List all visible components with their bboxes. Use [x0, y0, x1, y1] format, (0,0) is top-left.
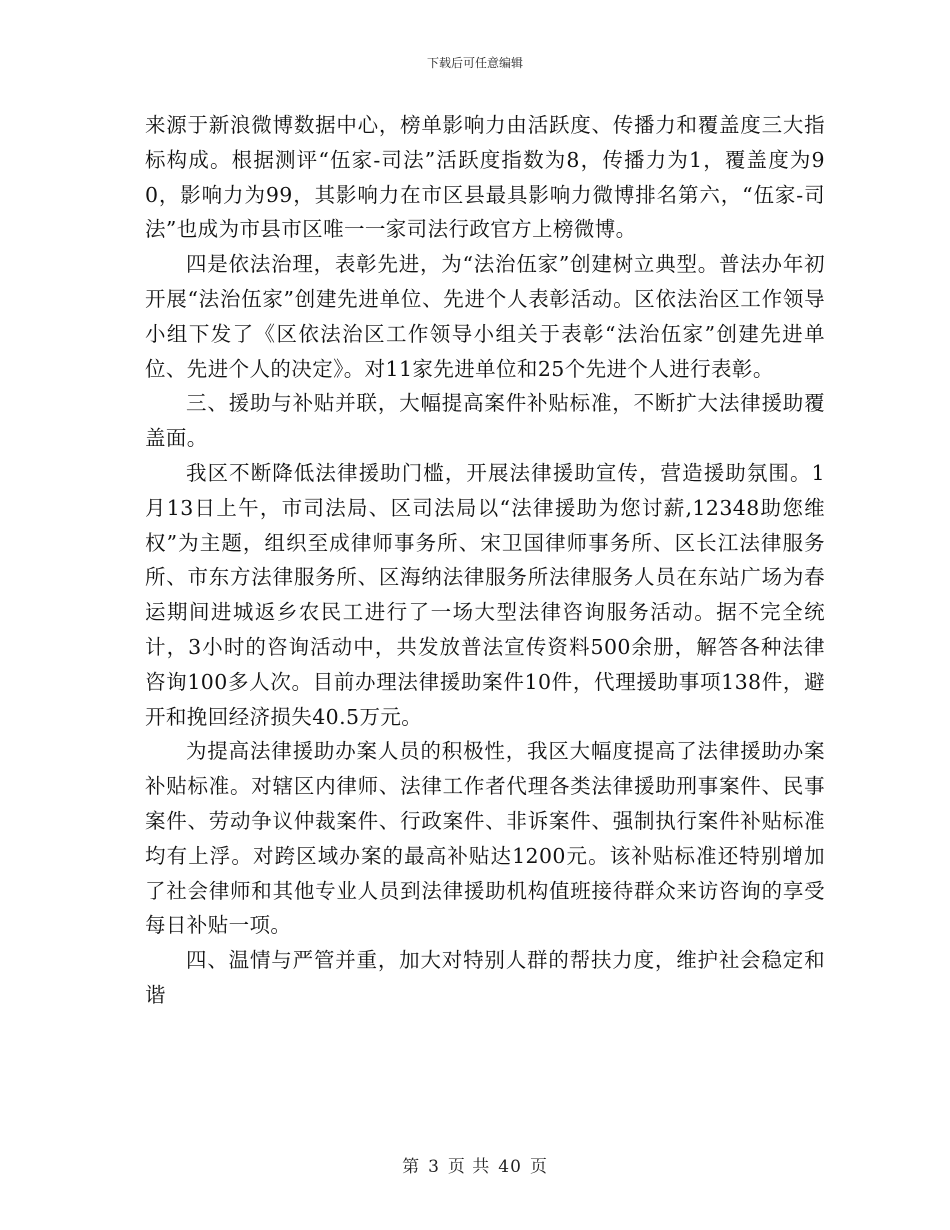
paragraph-4: 我区不断降低法律援助门槛，开展法律援助宣传，营造援助氛围。1月13日上午，市司法局、区司法局以“法律援助为您讨薪,12348助您维权”为主题，组织至成律师事务所、宋卫国律师事务所、区长江法律服务所、市东方法律服务所、区海纳法律服务所法律服务人员在东站广场为春运期间进城返乡农民工进行了一场大型法律咨询服务活动。据不完全统计，3小时的咨询活动中，共发放普法宣传资料500余册，解答各种法律咨询100多人次。目前办理法律援助案件10件，代理援助事项138件，避开和挽回经济损失40.5万元。 — [145, 460, 825, 729]
paragraph-2: 四是依法治理，表彰先进，为“法治伍家”创建树立典型。普法办年初开展“法治伍家”创建先进单位、先进个人表彰活动。区依法治区工作领导小组下发了《区依法治区工作领导小组关于表彰“法治伍家”创建先进单位、先进个人的决定》。对11家先进单位和25个先进个人进行表彰。 — [145, 252, 825, 381]
paragraph-5: 为提高法律援助办案人员的积极性，我区大幅度提高了法律援助办案补贴标准。对辖区内律师、法律工作者代理各类法律援助刑事案件、民事案件、劳动争议仲裁案件、行政案件、非诉案件、强制执行案件补贴标准均有上浮。对跨区域办案的最高补贴达1200元。该补贴标准还特别增加了社会律师和其他专业人员到法律援助机构值班接待群众来访咨询的享受每日补贴一项。 — [145, 739, 825, 938]
footer-total-pages: 40 — [498, 1157, 522, 1177]
section-heading-3: 三、援助与补贴并联，大幅提高案件补贴标准，不断扩大法律援助覆盖面。 — [145, 391, 825, 451]
footer-middle: 页 共 — [447, 1157, 491, 1177]
section-heading-4: 四、温情与严管并重，加大对特别人群的帮扶力度，维护社会稳定和谐 — [145, 948, 825, 1007]
footer-page-number: 3 — [428, 1157, 440, 1177]
document-body — [145, 108, 825, 1013]
footer-prefix: 第 — [402, 1157, 421, 1177]
footer-suffix: 页 — [529, 1157, 548, 1177]
page-header: 下载后可任意编辑 — [426, 56, 523, 70]
paragraph-1: 来源于新浪微博数据中心，榜单影响力由活跃度、传播力和覆盖度三大指标构成。根据测评“伍家-司法”活跃度指数为8，传播力为1，覆盖度为90，影响力为99，其影响力在市区县最具影响力微博排名第六，“伍家-司法”也成为市县市区唯一一家司法行政官方上榜微博。 — [145, 113, 825, 242]
page-footer — [0, 1152, 950, 1177]
